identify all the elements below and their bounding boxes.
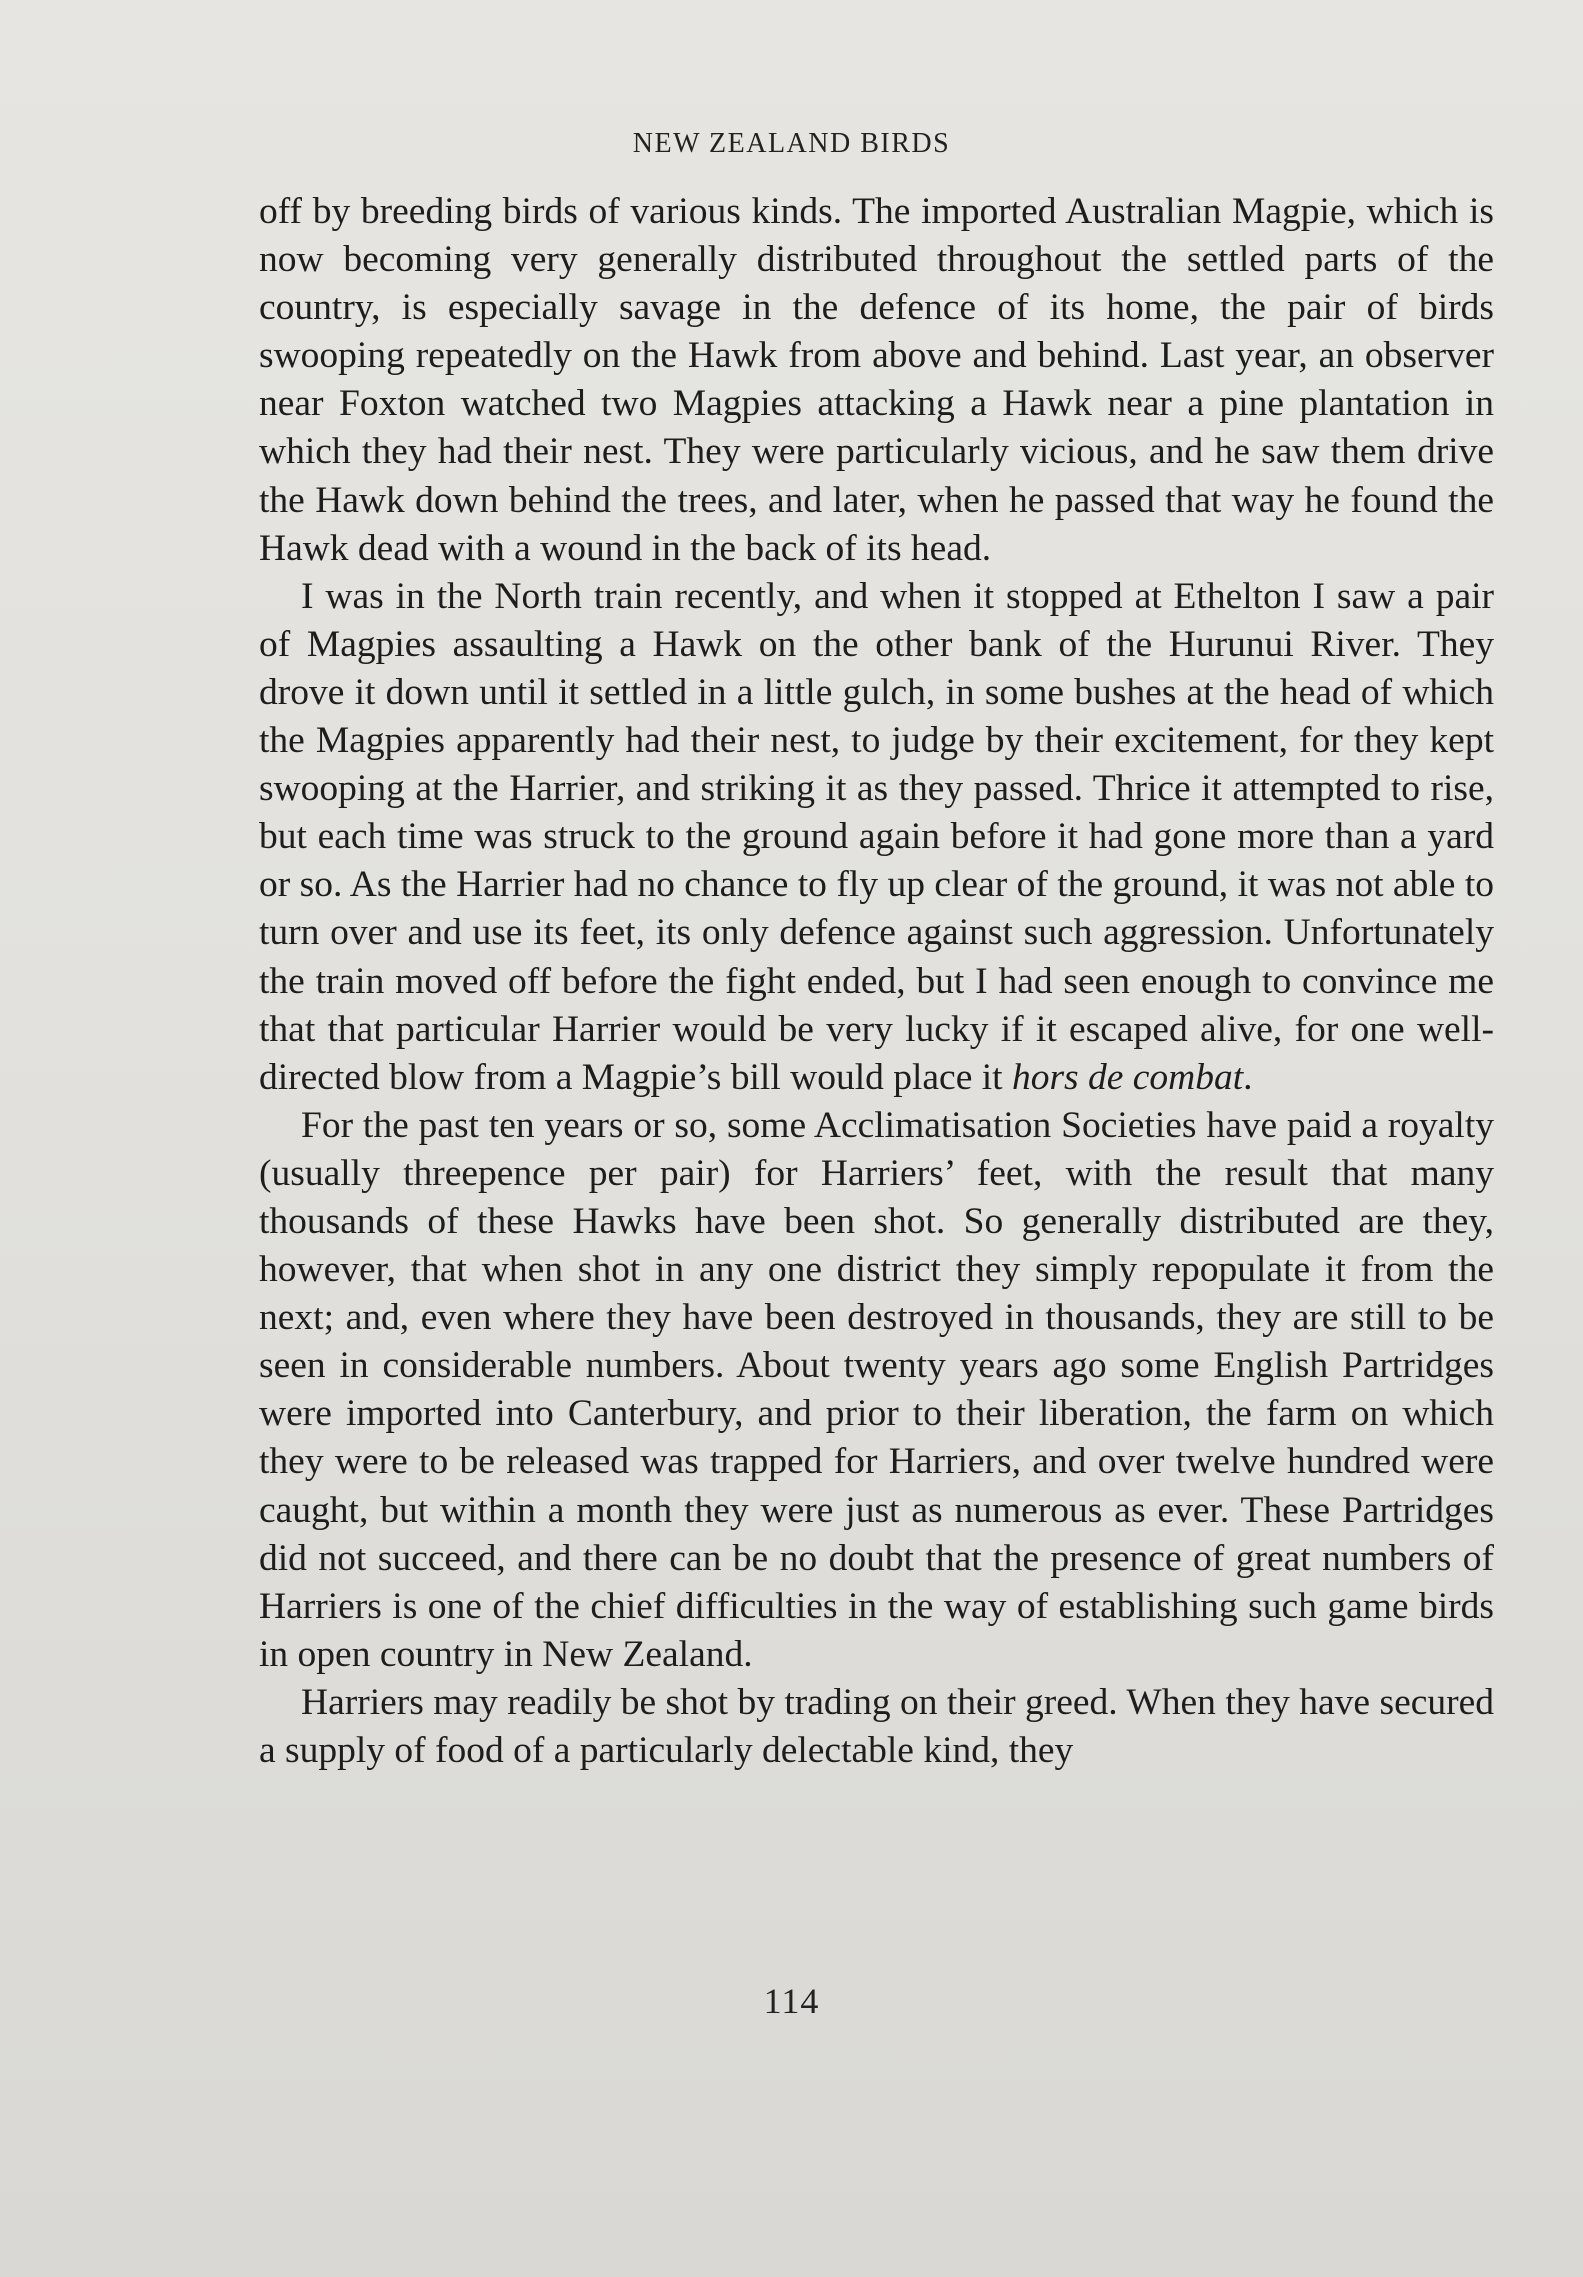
paragraph-4 — [259, 1679, 1494, 1775]
paragraph-3-text: For the past ten years or so, some Acclimatisation Societies have paid a royalty (usually threepence per pair) for Harriers’ feet, with the result that many thousands of these Hawks have been shot. So generally distributed are they, however, that when shot in any one district they simply repopulate it from the next; and, even where they have been destroyed in thousands, they are still to be seen in considerable numbers. About twenty years ago some English Partridges were imported into Canterbury, and prior to their liberation, the farm on which they were to be released was trapped for Harriers, and over twelve hundred were caught, but within a month they were just as numerous as ever. These Partridges did not succeed, and there can be no doubt that the presence of great numbers of Harriers is one of the chief difficulties in the way of establishing such game birds in open country in New Zealand. — [259, 1104, 1494, 1675]
paragraph-1 — [259, 188, 1494, 573]
page-number: 114 — [763, 1981, 820, 2021]
paragraph-3 — [259, 1102, 1494, 1679]
paragraph-4-text: Harriers may readily be shot by trading on their greed. When they have secured a supply of food of a particularly delectable kind, they — [259, 1681, 1494, 1771]
paragraph-2-text: I was in the North train recently, and when it stopped at Ethelton I saw a pair of Magpies assaulting a Hawk on the other bank of the Hurunui River. They drove it down until it settled in a little gulch, in some bushes at the head of which the Magpies apparently had their nest, to judge by their excitement, for they kept swooping at the Harrier, and striking it as they passed. Thrice it attempted to rise, but each time was struck to the ground again before it had gone more than a yard or so. As the Harrier had no chance to fly up clear of the ground, it was not able to turn over and use its feet, its only defence against such aggression. Unfortunately the train moved off before the fight ended, but I had seen enough to convince me that that particular Harrier would be very lucky if it escaped alive, for one well-directed blow from a Magpie’s bill would place it — [259, 575, 1494, 1098]
paragraph-1-text: off by breeding birds of various kinds. The imported Australian Magpie, which is now becoming very generally distributed throughout the settled parts of the country, is especially savage in the defence of its home, the pair of birds swooping repeatedly on the Hawk from above and behind. Last year, an observer near Foxton watched two Magpies attacking a Hawk near a pine plantation in which they had their nest. They were particularly vicious, and he saw them drive the Hawk down behind the trees, and later, when he passed that way he found the Hawk dead with a wound in the back of its head. — [259, 191, 1494, 569]
paragraph-2-tail: . — [1243, 1056, 1253, 1098]
running-head: NEW ZEALAND BIRDS — [632, 128, 951, 159]
body-text — [259, 188, 1494, 1775]
italic-phrase: hors de combat — [1011, 1056, 1244, 1098]
paragraph-2 — [259, 573, 1494, 1102]
